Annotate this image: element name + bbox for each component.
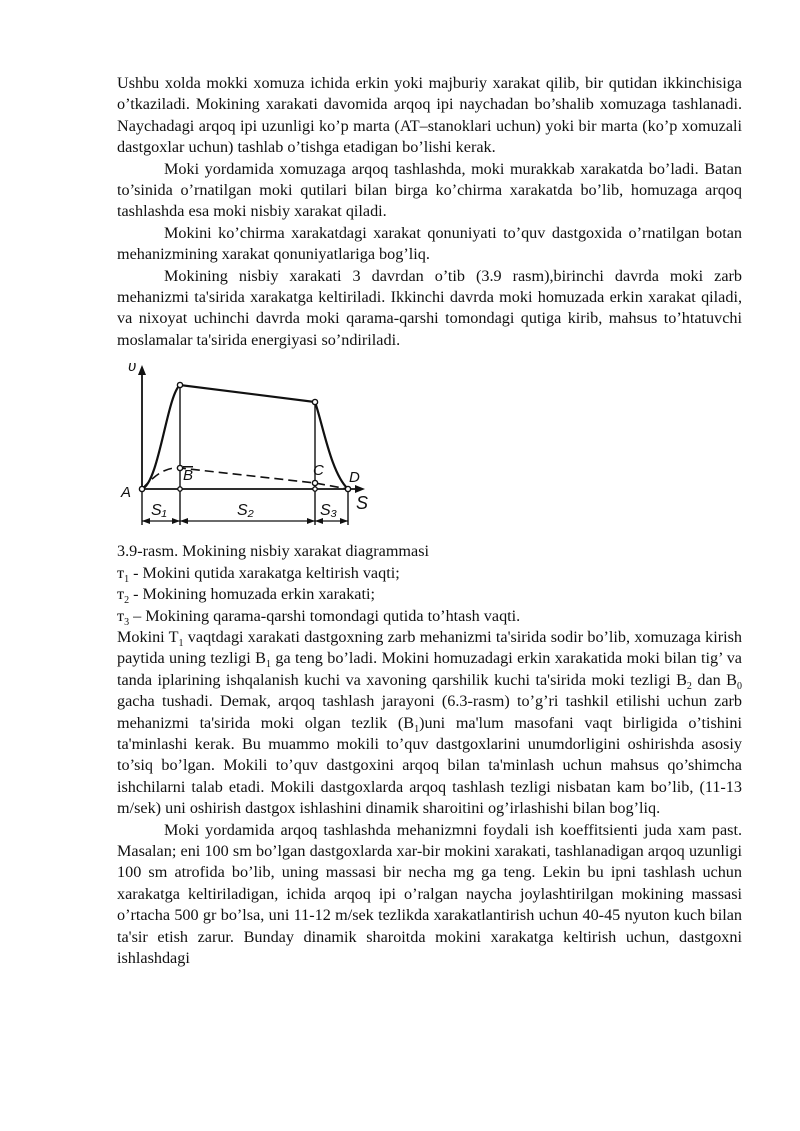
point-d <box>345 487 350 492</box>
point-b-top <box>177 383 182 388</box>
label-c: C <box>313 462 324 480</box>
label-b: B <box>183 467 194 485</box>
paragraph-5: Mokini $T_1$ vaqtdagi xarakati dastgoxning zarb mehanizmi ta'sirida sodir bo’lib, xomuzaga kirish paytida uning tezligi $B_1$ ga teng bo’ladi. Mokini homuzadagi erkin xarakatida moki bilan tig’ va tanda iplarining ishqalanish kuchi va xavoning qarshilik kuchi ta'sirida moki tezligi $B_2$ dan $B_0$ gacha tushadi. Demak, arqoq tashlash jarayoni (6.3-rasm) to’g’ri tashkil etilishi uchun zarb mehanizmi ta'sirida moki olgan tezlik $(B_1)uni$ ma'lum masofani vaqt birligida o’tishini ta'minlashi kerak. Bu muammo mokili to’quv dastgoxlarini unumdorligini oshirishda asosiy to’siq bo’lgan. Mokili to’quv dastgoxini arqoq bilan ta'minlash uchun mahsus qo’shimcha ishchilarni talab etadi. Mokili dastgoxlarda arqoq tashlash tezligi nisbatan kam bo’lib, (11-13 m/sek) uni oshirish dastgox ishlashini dinamik sharoitini og’irlashishi bilan bog’liq. <box>117 627 742 818</box>
point-c-top <box>312 400 317 405</box>
label-a: A <box>121 484 132 502</box>
label-s3: S₃ <box>320 502 338 520</box>
figure-caption <box>117 541 742 627</box>
paragraph-2: Moki yordamida xomuzaga arqoq tashlashda, moki murakkab xarakatda bo’ladi. Batan to’sinida o’rnatilgan moki qutilari bilan birga ko’chirma xarakatda bo’lib, homuzaga arqoq tashlashda esa moki nisbiy xarakat qiladi. <box>117 159 742 221</box>
v-axis-arrow <box>138 365 146 375</box>
velocity-diagram-figure <box>117 355 742 527</box>
v-axis-label: υ <box>128 358 137 376</box>
caption-item-1: $т_1$ - Mokini qutida xarakatga keltirish vaqti; <box>117 563 400 585</box>
s-axis-label: S <box>356 493 369 514</box>
point-a <box>139 487 144 492</box>
label-s2: S₂ <box>237 502 254 520</box>
velocity-diagram <box>117 355 377 527</box>
point-b <box>177 466 182 471</box>
tick-b <box>178 487 182 491</box>
label-s1: S₁ <box>151 502 167 520</box>
document-page <box>117 73 742 969</box>
label-d: D <box>349 469 360 487</box>
paragraph-1: Ushbu xolda mokki xomuza ichida erkin yoki majburiy xarakat qilib, bir qutidan ikkinchisiga o’tkaziladi. Mokining xarakati davomida arqoq ipi naychadan bo’shalib xomuzaga tashlanadi. Naychadagi arqoq ipi uzunligi ko’p marta (AT–stanoklari uchun) yoki bir marta (ko’p xomuzali dastgoxlar uchun) tashlab o’tishga etadigan bo’lishi kerak. <box>117 74 742 157</box>
tick-c <box>313 487 317 491</box>
point-c <box>312 481 317 486</box>
s-axis-arrow <box>355 485 365 493</box>
caption-item-3: $т_3$ – Mokining qarama-qarshi tomondagi qutida to’htash vaqti. <box>117 606 521 628</box>
paragraph-6: Moki yordamida arqoq tashlashda mehanizmni foydali ish koeffitsienti juda xam past. Masalan; eni 100 sm bo’lgan dastgoxlarda xar-bir mokini xarakati, tashlanadigan arqoq uzunligi 100 sm atrofida bo’lib, uning massasi bir necha mg ga teng. Lekin bu ipni tashlash uchun xarakatga keltiriladigan, ichida arqoq ipi o’ralgan naycha joylashtirilgan mokining massasi o’rtacha 500 gr bo’lsa, uni 11-12 m/sek tezlikda xarakatlantirish uchun 40-45 nyuton kuch bilan ta'sir etish zarur. Bunday dinamik sharoitda mokini xarakatga keltirish uchun, dastgoxni ishlashdagi <box>117 820 742 967</box>
caption-item-2: $т_2$ - Mokining homuzada erkin xarakati; <box>117 585 375 607</box>
paragraph-4: Mokining nisbiy xarakati 3 davrdan o’tib (3.9 rasm),birinchi davrda moki zarb mehanizmi ta'sirida xarakatga keltiriladi. Ikkinchi davrda moki homuzada erkin xarakat qiladi, va nixoyat uchinchi davrda moki qarama-qarshi tomondagi qutiga kirib, mahsus to’htatuvchi moslamalar ta'sirida energiyasi so’ndiriladi. <box>117 266 742 349</box>
paragraph-3: Mokini ko’chirma xarakatdagi xarakat qonuniyati to’quv dastgoxida o’rnatilgan botan mehanizmining xarakat qonuniyatlariga bog’liq. <box>117 223 742 264</box>
caption-title: 3.9-rasm. Mokining nisbiy xarakat diagrammasi <box>117 542 429 561</box>
